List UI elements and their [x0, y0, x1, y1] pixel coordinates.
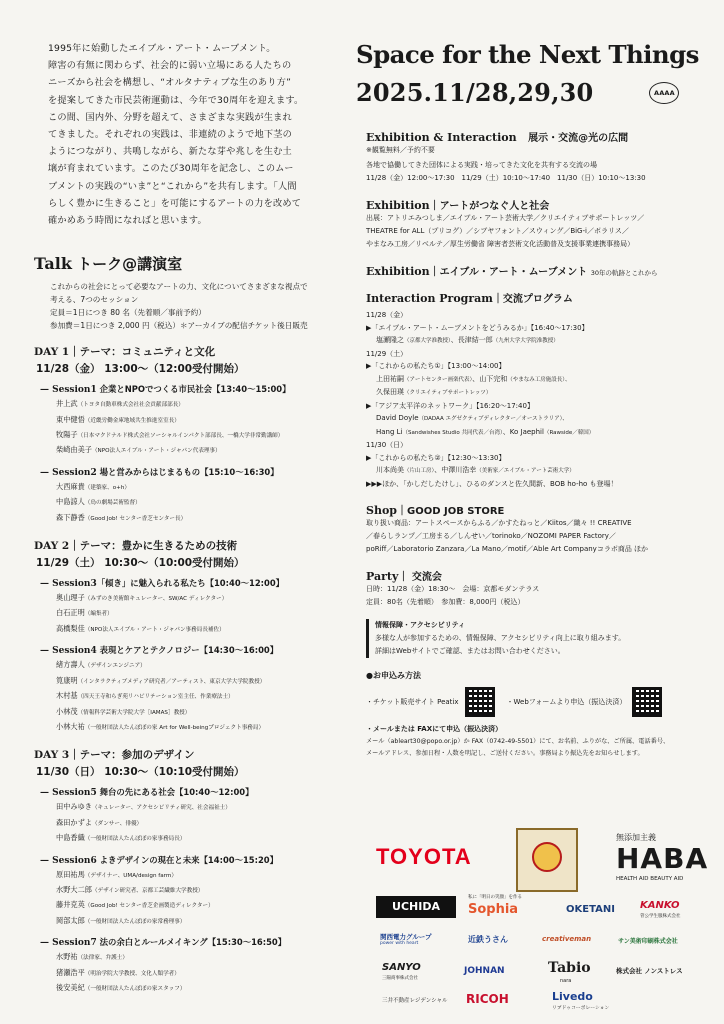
program-speaker-affiliation: （Sandwishes Studio 共同代表／台湾）	[402, 429, 503, 436]
mitsui-logo: 三井不動産レジデンシャル	[382, 998, 448, 1004]
speaker-name: 木村基	[56, 691, 78, 701]
speaker	[56, 413, 334, 428]
party-heading: Party｜ 交流会	[366, 570, 442, 583]
exhibition-movement-heading: Exhibition｜エイブル・アート・ムーブメント 30年の軌跡とこれから	[366, 265, 658, 278]
exhibitor-line: 出展：アトリエみつしま／エイブル・アート芸術大学／クリエイティブサポートレッツ／	[366, 214, 645, 222]
apply-options	[366, 687, 706, 717]
intro-line: てきました。それぞれの実践は、非連続のようで地下茎の	[48, 129, 293, 141]
program-item: ▶▶▶ほか、「かしだしたけし」、ひるのダンスと佐久間新、BOB ho-ho も登場！	[366, 479, 618, 488]
speaker	[56, 443, 334, 458]
party-details	[366, 583, 706, 609]
speaker-list	[34, 658, 334, 735]
speaker	[56, 950, 334, 965]
speaker	[56, 591, 334, 606]
speaker	[56, 428, 334, 443]
speaker-list	[34, 800, 334, 846]
speaker-affiliation: （デザインエンジニア）	[84, 663, 146, 670]
speaker	[56, 480, 334, 495]
exhibition-interaction-line: 11/28（金）12:00〜17:30 11/29（土）10:10〜17:40 11/30（日）10:10〜13:30	[366, 174, 646, 182]
program-speakers	[376, 386, 706, 400]
program-item: ▶「これからの私たち①」【13:00〜14:00】	[366, 362, 506, 370]
speaker	[56, 689, 334, 704]
speaker-affiliation: （ダンサー、俳優）	[91, 820, 143, 827]
interaction-program-heading: Interaction Program｜交流プログラム	[366, 292, 573, 305]
program-speakers	[376, 464, 706, 478]
program-speaker-affiliation: （クリエイティブサポートレッツ）	[404, 390, 492, 396]
kanko-sub: 菅公学生服株式会社	[640, 914, 681, 919]
mail-fax-instructions	[366, 736, 706, 760]
shop-items	[366, 517, 706, 556]
speaker-affiliation: （インタラクティブメディア研究者／アーティスト、東京大学大学院教授）	[77, 678, 266, 685]
sophia-logo: Sophia	[468, 902, 519, 917]
haba-sub: HEALTH AID BEAUTY AID	[616, 876, 684, 882]
speaker-affiliation: （デザイナー、UMA/design farm）	[84, 872, 177, 879]
session-title: 場と営みからはじまるもの	[96, 466, 201, 477]
speaker-affiliation: （編集者）	[84, 611, 113, 618]
mail-fax-heading: ・メールまたは FAXにて申込（振込決済）	[366, 725, 503, 733]
speaker-affiliation: （一般財団法人たんぽぽの家常務理事）	[84, 918, 186, 925]
intro-line: らしく豊かに生きること」を可能にするアートの力を改めて	[48, 197, 302, 209]
speaker	[56, 914, 334, 929]
session-number: — Session1	[40, 385, 97, 396]
program-speakers	[376, 412, 706, 426]
intro-line: 1995年に始動したエイブル・アート・ムーブメント。	[48, 43, 276, 54]
accessibility-info	[366, 619, 706, 658]
page-title: Space for the Next Things	[356, 40, 699, 69]
sophia-tagline: 私に「明日の笑顔」を作る	[468, 895, 522, 900]
speaker	[56, 800, 334, 815]
speaker-affiliation: （情報科学芸術大学院大学［IAMAS］教授）	[77, 709, 191, 716]
shop-line: poRiff／Laboratorio Zanzara／La Mano／motif／Able Art Companyコラボ商品 ほか	[366, 545, 649, 553]
apply-heading: ●お申込み方法	[366, 671, 421, 680]
session-time: 【14:30〜16:00】	[199, 645, 279, 656]
event-dates: 2025.11/28,29,30 AAAA	[356, 78, 706, 107]
session-number: — Session2	[40, 467, 97, 478]
program-item: ▶「アジア太平洋のネットワーク」【16:20〜17:40】	[366, 401, 534, 410]
speaker-affiliation: （Good Job! センター香芝センター長）	[84, 515, 187, 522]
program-speaker-name: 塩瀬隆之	[376, 336, 404, 344]
speaker-name: 中島諒人	[56, 497, 85, 507]
talk-desc-line: 考える、7つのセッション	[50, 295, 139, 305]
intro-line: ブメントの実践の“いま”と“これから”を共有します。「人間	[48, 180, 297, 192]
accessibility-line: 多様な人が参加するための、情報保障、アクセシビリティ向上に取り組みます。	[375, 634, 626, 642]
speaker-affiliation: （みずのき美術館キュレーター、SW/AC ディレクター）	[84, 596, 228, 603]
program-speaker-affiliation: （やまなみ工房施設長）、	[507, 376, 571, 383]
session-heading	[40, 644, 334, 656]
day-heading	[34, 538, 334, 553]
speaker-name: 田中みゆき	[56, 802, 92, 812]
haba-tagline: 無添加主義	[616, 833, 656, 842]
session-time: 【15:10〜16:30】	[200, 466, 279, 477]
speaker-name: 柴崎由美子	[56, 445, 92, 455]
program-speaker-name: 久保田瑛	[376, 388, 404, 396]
tabio-sub: nara	[560, 978, 572, 984]
program-item: ▶「これからの私たち②」【12:30〜13:30】	[366, 453, 506, 462]
speaker	[56, 511, 334, 526]
speaker-name: 井上武	[56, 399, 78, 409]
speaker-name: 牧陽子	[56, 430, 78, 440]
speaker-name: 藤井克英	[56, 900, 85, 910]
speaker	[56, 981, 334, 996]
kanko-logo: KANKO	[640, 900, 680, 911]
speaker	[56, 674, 334, 689]
speaker-affiliation: （日本マクドナルド株式会社ソーシャルインパクト部部長、一橋大学非常勤講師）	[77, 433, 284, 440]
session-time: 【14:00〜15:20】	[199, 854, 279, 865]
speaker-affiliation: （NPO法人エイブル・アート・ジャパン代表理事）	[91, 448, 221, 455]
day-date: 11/28（金） 13:00〜（12:00受付開始）	[36, 363, 245, 376]
talk-desc-line: 定員＝1日につき 80 名（先着順／事前予約）	[50, 308, 206, 318]
mail-line: メールアドレス、参加日程・人数を明記し、ご送付ください。事務局より振込先をお知らせします。	[366, 750, 644, 757]
intro-line: を提案してきた市民芸術運動は、今年で30周年を迎えます。	[48, 94, 304, 106]
crest-emblem-icon	[532, 842, 562, 872]
interaction-program-list	[366, 309, 706, 490]
sanyo-sub: 三陽商事株式会社	[382, 976, 418, 981]
speaker-name: 小林茂	[56, 706, 78, 716]
speaker-name: 後安美紀	[56, 982, 85, 992]
program-speaker-affiliation: （Rawside／韓国）	[543, 429, 595, 436]
day-date: 11/29（土） 10:30〜（10:00受付開始）	[36, 557, 245, 570]
session-title: 舞台の先にある社会	[96, 787, 176, 798]
talk-desc-line: 参加費＝1日につき 2,000 円（税込）＊アーカイブの配信チケット後日販売	[50, 321, 308, 331]
ricoh-logo: RICOH	[466, 992, 509, 1006]
speaker-name: 大西麻貴	[56, 481, 85, 491]
program-date: 11/28（金）	[366, 311, 408, 319]
accessibility-line: 情報保障・アクセシビリティ	[375, 621, 466, 629]
speaker-affiliation: （デザイン研究者、京都工芸繊維大学教授）	[91, 887, 204, 894]
program-speaker-affiliation: （アートセンター画楽代表）	[404, 376, 473, 383]
speaker-affiliation: （一般財団法人たんぽぽの家 Art for Well-beingプロジェクト事務局）	[84, 724, 265, 731]
sanyo-logo: SANYO	[382, 962, 421, 973]
intro-line: この間、国内外、分野を超えて、さまざまな実践が生まれ	[48, 111, 292, 123]
speaker-affiliation: （建築家、o+h）	[84, 484, 130, 491]
speaker-name: 筧康明	[56, 675, 78, 685]
sun-bijutsu-logo: サン美術印刷株式会社	[618, 938, 678, 945]
mail-line: メール（ableart30@popo.or.jp）か FAX（0742-49-5501）にて、お名前、ふりがな、ご所属、電話番号、	[366, 738, 670, 745]
speaker-name: 原田祐馬	[56, 869, 85, 879]
speaker-affiliation: （一般財団法人たんぽぽの家スタッフ）	[84, 985, 186, 992]
intro-line: 障害の有無に関わらず、社会的に弱い立場にある人たちの	[48, 60, 292, 72]
speaker-list	[34, 591, 334, 637]
session-time: 【10:40〜12:00】	[205, 578, 285, 589]
livedo-sub: リブドゥコーポレーション	[552, 1006, 610, 1011]
program-item: ▶「エイブル・アート・ムーブメントをどうみるか」【16:40〜17:30】	[366, 323, 589, 332]
speaker-affiliation: （四天王寺和らぎ苑リハビリテーション室主任、作業療法士）	[77, 694, 234, 701]
shop-line: ／春らしランプ／工房まる／しんせい／torinoko／NOZOMI PAPER Factory／	[366, 532, 616, 540]
accessibility-line: 詳細はWebサイトでご確認、またはお問い合わせください。	[375, 647, 565, 655]
program-speaker-name: 上田祐嗣	[376, 374, 404, 383]
intro-line: ニーズから社会を構想し、“オルタナティブな生のあり方”	[48, 77, 292, 89]
speaker-affiliation: （鳥の劇場芸術監督）	[84, 500, 141, 507]
speaker-affiliation: （法律家、弁護士）	[77, 955, 128, 962]
day-label: DAY 2	[34, 540, 70, 553]
speaker	[56, 658, 334, 673]
haba-logo: HABA	[616, 842, 709, 875]
speaker	[56, 606, 334, 621]
speaker-name: 中島香織	[56, 833, 85, 843]
exhibitor-line: THEATRE for ALL（プリコグ）／シブヤフォント／スウィング／BiG-i／ボラリス／	[366, 227, 629, 235]
session-time: 【15:30〜16:50】	[207, 937, 287, 948]
uchida-logo: UCHIDA	[376, 896, 456, 918]
exhibition-interaction-desc	[366, 159, 706, 185]
tabio-logo: Tabio	[548, 960, 591, 976]
speaker	[56, 831, 334, 846]
speaker-name: 猪瀬浩平	[56, 967, 85, 977]
session-number: — Session7	[40, 938, 97, 949]
oketani-logo: OKETANI	[566, 904, 615, 915]
program-speaker-affiliation: （美術家／エイブル・アート芸術大学）	[476, 468, 575, 474]
speaker-affiliation: （Good Job! センター香芝企画製造ディレクター）	[84, 903, 214, 910]
livedo-logo: Livedo	[552, 990, 593, 1003]
toyota-logo: TOYOTA	[376, 844, 472, 869]
exhibition-interaction-heading: Exhibition & Interaction 展示・交流@光の広間	[366, 131, 629, 144]
speaker-list	[34, 397, 334, 459]
kansai-logo: 関西電力グループ	[380, 933, 432, 941]
talk-desc-line: これからの社会にとって必要なアートの力、文化についてさまざまな視点で	[50, 282, 308, 292]
johnan-logo: JOHNAN	[464, 966, 505, 976]
speaker-affiliation: （キュレーター、アクセシビリティ研究、社会福祉士）	[91, 805, 231, 812]
speaker	[56, 720, 334, 735]
party-line: 日時：11/28（金）18:30〜 会場：京都モダンテラス	[366, 585, 540, 593]
program-speaker-name: David Doyle	[376, 414, 419, 422]
intro-text	[48, 40, 334, 229]
shop-line: 取り扱い商品：アートスペースからふる／かすたねっと／Kiitos／織々 !! CREATIVE	[366, 519, 632, 527]
session-heading	[40, 577, 334, 589]
speaker-name: 小林大祐	[56, 721, 85, 731]
day-theme: ｜テーマ：コミュニティと文化	[69, 346, 216, 359]
speaker	[56, 966, 334, 981]
peatix-qr-code[interactable]	[465, 687, 495, 717]
sponsor-logos	[370, 826, 709, 1016]
party-line: 定員：80名（先着順） 参加費：8,000円（税込）	[366, 598, 525, 606]
session-title: 企業とNPOでつくる市民社会	[96, 384, 213, 395]
day-date: 11/30（日） 10:30〜（10:10受付開始）	[36, 766, 245, 779]
program-speaker-affiliation: （DADAA エグゼクティブディレクター／オーストラリア）、	[418, 416, 568, 422]
speaker	[56, 397, 334, 412]
session-title: 表現とケアとテクノロジー	[96, 645, 200, 656]
session-number: — Session6	[40, 855, 97, 866]
program-speaker-name: 、Ko Jaephil	[502, 427, 544, 436]
program-date: 11/29（土）	[366, 349, 408, 358]
webform-label: ・Webフォームより申込（振込決済）	[506, 698, 627, 706]
talk-heading: Talk トーク@講演室	[34, 254, 183, 274]
exhibitor-line: やまなみ工房／リベルテ／厚生労働省 障害者芸術文化活動普及支援事業連携事務局）	[366, 240, 635, 248]
intro-line: 確かめあう時間になればと思います。	[48, 215, 207, 227]
right-column	[356, 40, 706, 760]
admission-note: ※観覧無料／予約不要	[366, 146, 435, 154]
speaker-name: 水野大二郎	[56, 884, 92, 894]
speaker-list	[34, 480, 334, 526]
aaaa-logo-badge: AAAA	[649, 82, 679, 104]
speaker-list	[34, 950, 334, 996]
session-heading	[40, 383, 334, 395]
talk-description	[50, 280, 334, 332]
speaker-name: 岡部太郎	[56, 915, 85, 925]
session-title: 法の余白とルールメイキング	[96, 937, 208, 948]
intro-line: 壌が育まれています。このたび30周年を記念し、このムー	[48, 163, 294, 175]
session-title: 「傾き」に魅入られる私たち	[96, 578, 206, 589]
speaker	[56, 868, 334, 883]
session-heading	[40, 466, 334, 478]
program-date: 11/30（日）	[366, 441, 408, 449]
intro-line: ようにつながり、共鳴しながら、新たな芽や兆しを生む土	[48, 146, 292, 158]
speaker-affiliation: （明治学院大学教授、文化人類学者）	[84, 970, 180, 977]
speaker-name: 緒方壽人	[56, 660, 85, 670]
program-speaker-affiliation: （片山工房）	[404, 468, 435, 474]
program-speaker-affiliation: （九州大学大学院准教授）	[492, 338, 559, 344]
exhibition-art-heading: Exhibition｜アートがつなぐ人と社会	[366, 199, 550, 212]
session-heading	[40, 936, 334, 948]
day-theme: ｜テーマ：参加のデザイン	[69, 749, 195, 762]
kansai-sub: power with heart	[380, 941, 419, 946]
program-speaker-name: 川本尚美	[376, 466, 404, 474]
speaker-name: 高橋梨佳	[56, 623, 85, 633]
speaker-list	[34, 868, 334, 930]
speaker-affiliation: （トヨタ自動車株式会社社会貢献部部長）	[77, 402, 184, 409]
speaker	[56, 883, 334, 898]
day-label: DAY 1	[34, 346, 70, 359]
kintetsu-logo: 近鉄うさん	[468, 935, 508, 944]
program-speakers	[376, 334, 706, 348]
speaker-name: 森下静香	[56, 512, 85, 522]
day-label: DAY 3	[34, 749, 70, 762]
day-heading	[34, 747, 334, 762]
session-time: 【10:40〜12:00】	[175, 787, 254, 798]
speaker-affiliation: （NPO法人エイブル・アート・ジャパン事務局長補佐）	[84, 626, 225, 633]
speaker-name: 白石正明	[56, 608, 85, 618]
session-time: 【13:40〜15:00】	[212, 384, 291, 395]
day-heading	[34, 344, 334, 359]
speaker-affiliation: （近畿労働金庫地域共生推進室室長）	[84, 417, 180, 424]
session-number: — Session3	[40, 579, 97, 590]
program-speakers	[376, 426, 706, 440]
program-speakers	[376, 373, 706, 387]
exhibition-interaction-line: 各地で協働してきた団体による実践・培ってきた文化を共有する交流の場	[366, 161, 597, 169]
days-list	[34, 344, 334, 996]
session-title: よきデザインの現在と未来	[96, 854, 200, 865]
speaker	[56, 495, 334, 510]
program-speaker-name: 、中澤川浩幸	[434, 466, 477, 474]
speaker-name: 水野祐	[56, 952, 78, 962]
speaker	[56, 816, 334, 831]
speaker	[56, 622, 334, 637]
speaker-name: 森田かずよ	[56, 817, 92, 827]
speaker-name: 奥山理子	[56, 593, 85, 603]
speaker	[56, 705, 334, 720]
crest-logo	[516, 828, 578, 892]
speaker-name: 東中健悟	[56, 414, 85, 424]
exhibitors-list	[366, 212, 706, 251]
program-speaker-affiliation: （京都大学准教授）	[404, 338, 451, 344]
creativeman-logo: creativeman	[542, 935, 592, 943]
session-number: — Session4	[40, 646, 97, 657]
session-number: — Session5	[40, 788, 97, 799]
session-heading	[40, 854, 334, 866]
left-column	[34, 40, 334, 996]
speaker	[56, 898, 334, 913]
nonstress-logo: 株式会社 ノンストレス	[616, 967, 683, 975]
shop-heading: Shop｜GOOD JOB STORE	[366, 504, 505, 517]
peatix-label: ・チケット販売サイト Peatix	[366, 698, 459, 706]
program-speaker-name: Hang Li	[376, 427, 403, 436]
day-theme: ｜テーマ：豊かに生きるための技術	[69, 540, 238, 553]
session-heading	[40, 786, 334, 798]
webform-qr-code[interactable]	[632, 687, 662, 717]
program-speaker-name: 、長津結一郎	[450, 336, 493, 344]
speaker-affiliation: （一般財団法人たんぽぽの家事務局長）	[84, 836, 186, 843]
program-speaker-name: 、山下完和	[472, 374, 508, 383]
